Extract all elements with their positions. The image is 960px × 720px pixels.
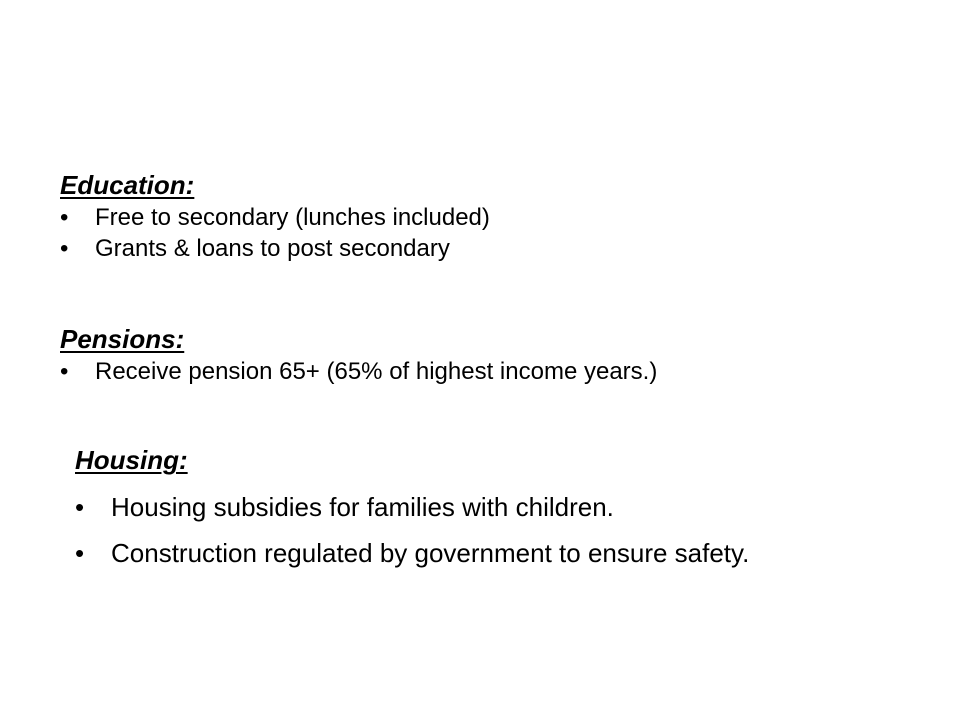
list-item bbox=[75, 489, 835, 526]
list-item-text: Housing subsidies for families with children. bbox=[111, 492, 614, 522]
pensions-heading: Pensions: bbox=[60, 324, 185, 354]
housing-section bbox=[75, 442, 835, 572]
bullet-icon: • bbox=[60, 204, 69, 231]
housing-list bbox=[75, 489, 835, 572]
list-item-text: Receive pension 65+ (65% of highest income years.) bbox=[95, 358, 658, 385]
list-item-text: Free to secondary (lunches included) bbox=[95, 204, 490, 231]
list-item-text: Construction regulated by government to ensure safety. bbox=[111, 538, 750, 568]
list-item bbox=[60, 356, 920, 387]
education-heading: Education: bbox=[60, 170, 195, 200]
pensions-list bbox=[60, 356, 920, 387]
education-section bbox=[60, 168, 920, 264]
housing-heading: Housing: bbox=[75, 445, 188, 475]
list-item-text: Grants & loans to post secondary bbox=[95, 235, 450, 262]
bullet-icon: • bbox=[60, 358, 69, 385]
bullet-icon: • bbox=[75, 492, 85, 522]
bullet-icon: • bbox=[60, 235, 69, 262]
list-item bbox=[60, 233, 920, 264]
list-item bbox=[60, 202, 920, 233]
education-list bbox=[60, 202, 920, 264]
bullet-icon: • bbox=[75, 538, 85, 568]
list-item bbox=[75, 535, 835, 572]
pensions-section bbox=[60, 322, 920, 387]
